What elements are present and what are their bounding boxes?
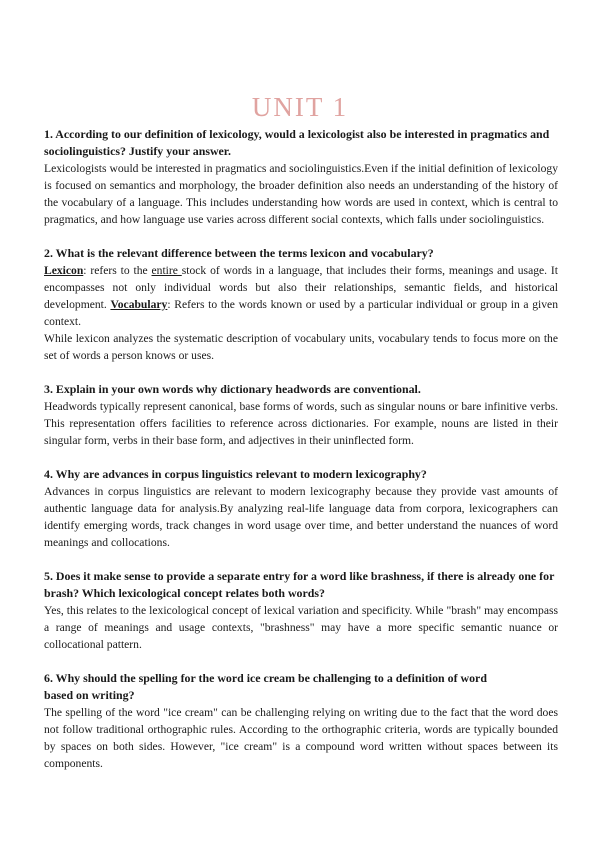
question-1: 1. According to our definition of lexicology, would a lexicologist also be interested in pragmatics and sociolinguistics? Justify your answer. [44, 127, 550, 158]
answer-2-definitions [44, 262, 558, 330]
question-2: 2. What is the relevant difference between the terms lexicon and vocabulary? [44, 246, 434, 260]
answer-6: The spelling of the word "ice cream" can be challenging relying on writing due to the fact that the word does not follow traditional orthographic rules. According to the orthographic criteria, words are typically bounded by spaces on both sides. However, "ice cream" is a compound word written without spaces between its components. [44, 706, 558, 770]
answer-1: Lexicologists would be interested in pragmatics and sociolinguistics.Even if the initial definition of lexicology is focused on semantics and morphology, the broader definition also needs an understanding of the history of the vocabulary of a language. This includes understanding how words are used in context, which is central to pragmatics, and how language use varies across different social contexts, which falls under sociolinguistics. [44, 162, 558, 226]
question-2-section [44, 245, 558, 364]
question-4-section [44, 466, 558, 551]
answer-5: Yes, this relates to the lexicological concept of lexical variation and specificity. While "brash" may encompass a range of meanings and usage contexts, "brashness" may have a more specific semantic nuance or collocational pattern. [44, 604, 558, 651]
question-5-section [44, 568, 558, 653]
question-4: 4. Why are advances in corpus linguistics relevant to modern lexicography? [44, 467, 427, 481]
lexicon-text-1: : refers to the [83, 264, 152, 277]
answer-3: Headwords typically represent canonical, base forms of words, such as singular nouns or bare infinitive verbs. This representation offers facilities to reference across dictionaries. For example, nouns are listed in their singular form, verbs in their base form, and adjectives in their uninflected form. [44, 400, 558, 447]
question-5: 5. Does it make sense to provide a separate entry for a word like brashness, if there is already one for brash? Which lexicological concept relates both words? [44, 569, 555, 600]
lexicon-entire: entire [151, 264, 182, 277]
unit-title: UNIT 1 [251, 92, 349, 123]
answer-2-summary: While lexicon analyzes the systematic description of vocabulary units, vocabulary tends to focus more on the set of words a person knows or uses. [44, 332, 558, 362]
lexicon-text-2: stock of words in a language, that includes their forms, meanings and usage. It encompasses not only individual words but also their relationships, semantic fields, and historical development. [44, 264, 558, 311]
question-3-section [44, 381, 558, 449]
question-3: 3. Explain in your own words why dictionary headwords are conventional. [44, 382, 421, 396]
vocabulary-text: : Refers to the words known or used by a particular individual or group in a given context. [44, 298, 558, 328]
answer-4: Advances in corpus linguistics are relevant to modern lexicography because they provide vast amounts of authentic language data for analysis.By analyzing real-life language data from corpora, lexicographers can identify emerging words, track changes in word usage over time, and better understand the nuances of word meanings and collocations. [44, 485, 558, 549]
question-6-section [44, 670, 558, 772]
document-body [44, 126, 558, 772]
question-6-line-1: 6. Why should the spelling for the word ice cream be challenging to a definition of word [44, 671, 487, 685]
vocabulary-term: Vocabulary [110, 298, 168, 311]
question-1-section [44, 126, 558, 228]
question-6-line-2: based on writing? [44, 688, 135, 702]
lexicon-term: Lexicon [44, 264, 84, 277]
